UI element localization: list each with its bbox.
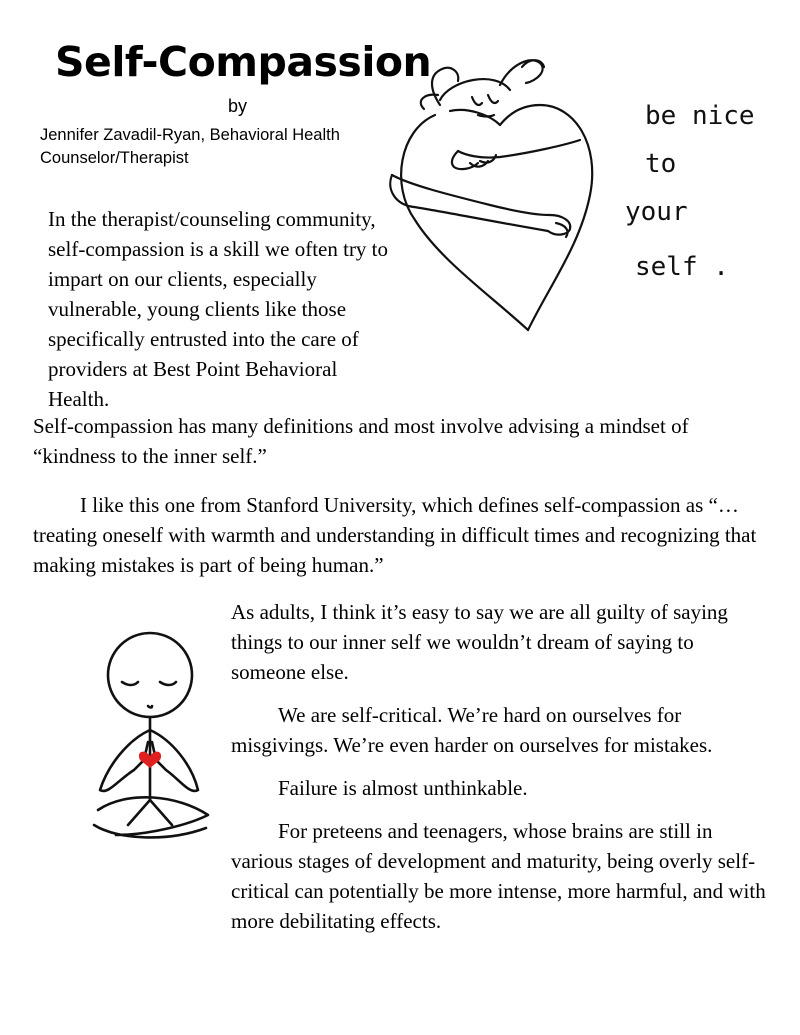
meditation-icon	[88, 630, 218, 860]
paragraph-stanford: I like this one from Stanford University, which defines self-compassion as “…treating oneself with warmth and understanding in difficult times and recognizing that making mistakes is part of being human.”	[33, 493, 757, 577]
paragraph-self-critical: We are self-critical. We’re hard on ourselves for misgivings. We’re even harder on ourselves for mistakes.	[231, 703, 713, 757]
handwritten-note	[615, 100, 775, 300]
byline-by: by	[228, 96, 248, 116]
note-line-2: to	[645, 149, 677, 179]
note-line-1: be nice	[645, 101, 755, 131]
heart-hug-icon	[380, 45, 610, 335]
author-credit: Jennifer Zavadil-Ryan, Behavioral Health Counselor/Therapist	[40, 126, 340, 167]
right-column-text	[231, 597, 771, 949]
intro-paragraph: In the therapist/counseling community, self-compassion is a skill we often try to impart on our clients, especially vulnerable, young clients like those specifically entrusted into the care of providers at Best Point Behavioral Health.	[48, 207, 389, 411]
page-title: Self-Compassion	[55, 38, 432, 86]
paragraph-failure: Failure is almost unthinkable.	[278, 776, 528, 800]
paragraph-definitions: Self-compassion has many definitions and most involve advising a mindset of “kindness to the inner self.”	[33, 414, 689, 468]
paragraph-adults: As adults, I think it’s easy to say we are all guilty of saying things to our inner self we wouldn’t dream of saying to someone else.	[231, 600, 728, 684]
note-line-3: your	[625, 197, 688, 227]
paragraph-teens: For preteens and teenagers, whose brains are still in various stages of development and maturity, being overly self-critical can potentially be more intense, more harmful, and with more debilitating effects.	[231, 819, 766, 933]
note-line-4: self .	[635, 252, 729, 282]
